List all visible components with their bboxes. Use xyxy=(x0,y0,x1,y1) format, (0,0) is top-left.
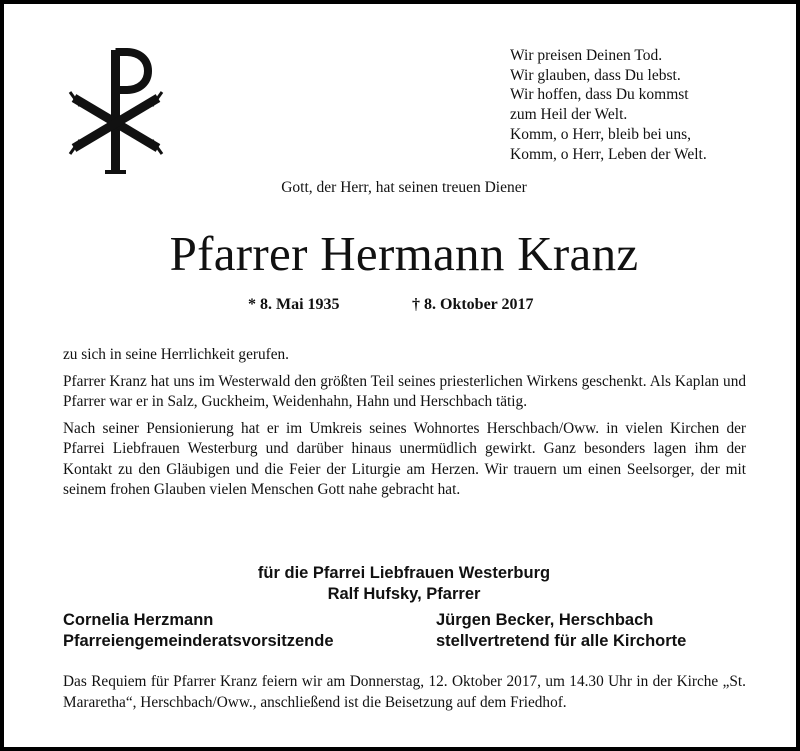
verse-line: zum Heil der Welt. xyxy=(510,106,628,124)
intro-line: Gott, der Herr, hat seinen treuen Diener xyxy=(281,179,527,196)
signature-name: Jürgen Becker, Herschbach xyxy=(436,611,654,629)
paragraph: zu sich in seine Herrlichkeit gerufen. xyxy=(63,346,289,363)
deceased-name: Pfarrer Hermann Kranz xyxy=(169,226,639,281)
chi-rho-icon xyxy=(66,48,166,178)
signature-name: Cornelia Herzmann xyxy=(63,611,214,629)
verse-block xyxy=(510,46,780,164)
signature-role: stellvertretend für alle Kirchorte xyxy=(436,632,687,650)
obituary-text xyxy=(63,345,746,507)
verse-line: Wir preisen Deinen Tod. xyxy=(510,47,663,64)
signature-right xyxy=(436,610,686,652)
birth-date: * 8. Mai 1935 xyxy=(248,296,340,313)
requiem-notice: Das Requiem für Pfarrer Kranz feiern wir am Donnerstag, 12. Oktober 2017, um 14.30 Uhr in der Kirche „St. Mararetha“, Herschbach/Oww., anschließend ist die Beisetzung auf dem Friedhof. xyxy=(63,673,746,711)
verse-line: Komm, o Herr, Leben der Welt. xyxy=(510,145,707,163)
verse-line: Wir glauben, dass Du lebst. xyxy=(510,66,681,84)
verse-line: Wir hoffen, dass Du kommst xyxy=(510,86,689,104)
paragraph: Pfarrer Kranz hat uns im Westerwald den größten Teil seines priesterlichen Wirkens geschenkt. Als Kaplan und Pfarrer war er in Salz, Guckheim, Weidenhahn, Hahn und Herschbach tätig. xyxy=(63,372,746,410)
paragraph: Nach seiner Pensionierung hat er im Umkreis seines Wohnortes Herschbach/Oww. in vielen Kirchen der Pfarrei Liebfrauen Westerburg und darüber hinaus unermüdlich gewirkt. Ganz besonders lagen ihm der Kontakt zu den Gläubigen und die Feier der Liturgie am Herzen. Wir trauern um einen Seelsorger, der mit seinem frohen Glauben vielen Menschen Gott nahe gebracht hat. xyxy=(63,419,746,498)
death-date: † 8. Oktober 2017 xyxy=(412,296,534,313)
signature-role: Pfarreiengemeinderatsvorsitzende xyxy=(63,632,334,650)
parish-line: für die Pfarrei Liebfrauen Westerburg xyxy=(257,564,551,582)
signature-left xyxy=(63,610,334,652)
verse-line: Komm, o Herr, bleib bei uns, xyxy=(510,125,692,143)
pastor-line: Ralf Hufsky, Pfarrer xyxy=(327,585,481,603)
